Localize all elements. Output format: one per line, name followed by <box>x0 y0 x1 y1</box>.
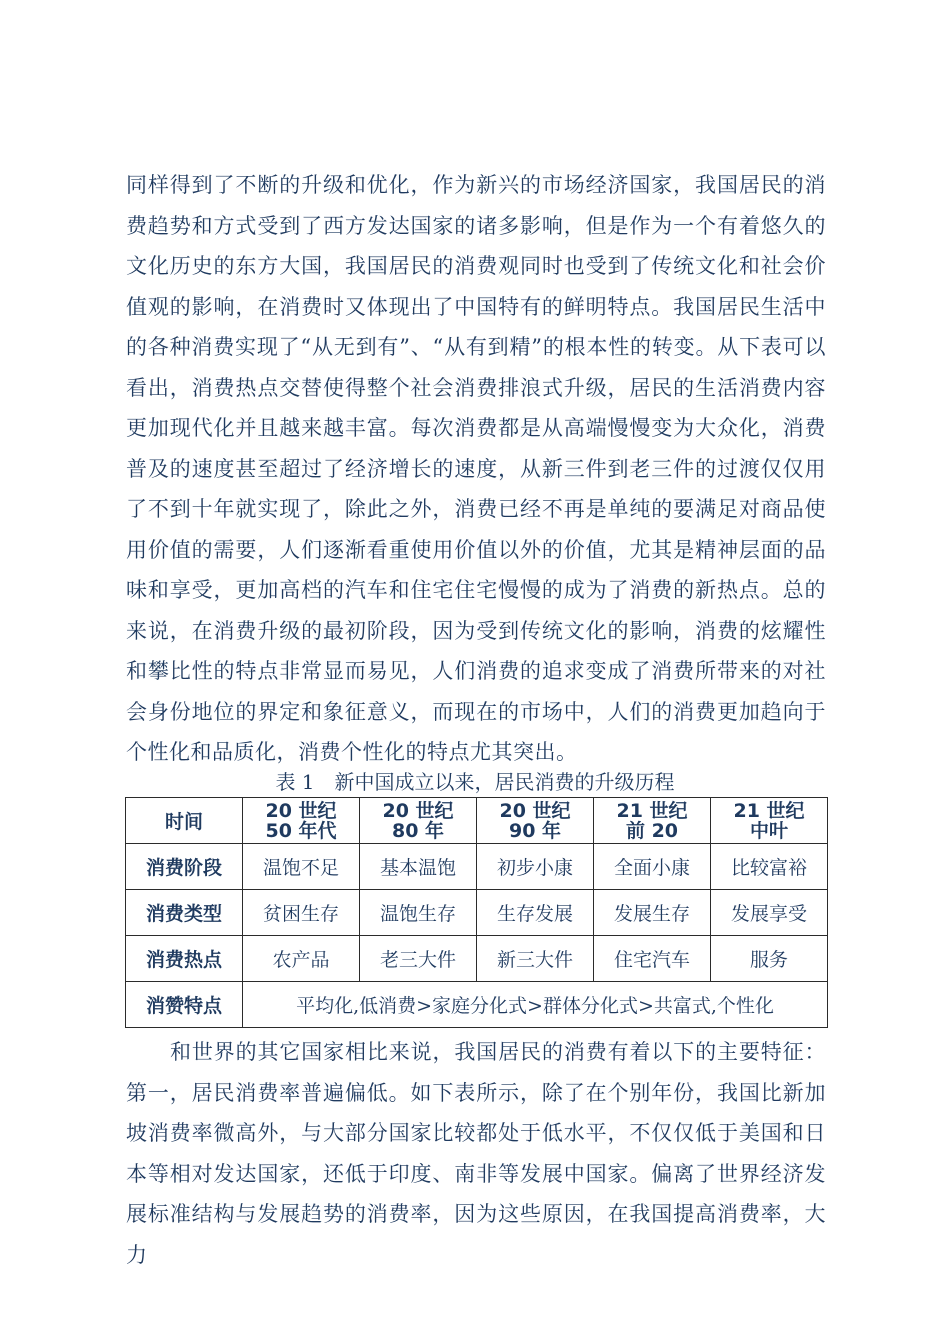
table-cell: 发展享受 <box>711 890 828 936</box>
table-cell: 生存发展 <box>477 890 594 936</box>
table-cell: 温饱生存 <box>360 890 477 936</box>
table-row <box>126 844 828 890</box>
table-cell: 全面小康 <box>594 844 711 890</box>
era-cell: 20 世纪 90 年 <box>477 798 594 844</box>
table-row <box>126 982 828 1028</box>
body-paragraph-1: 同样得到了不断的升级和优化，作为新兴的市场经济国家，我国居民的消费趋势和方式受到了西方发达国家的诸多影响，但是作为一个有着悠久的文化历史的东方大国，我国居民的消费观同时也受到了传统文化和社会价值观的影响，在消费时又体现出了中国特有的鲜明特点。我国居民生活中的各种消费实现了“从无到有”、“从有到精”的根本性的转变。从下表可以看出，消费热点交替使得整个社会消费排浪式升级，居民的生活消费内容更加现代化并且越来越丰富。每次消费都是从高端慢慢变为大众化，消费普及的速度甚至超过了经济增长的速度，从新三件到老三件的过渡仅仅用了不到十年就实现了，除此之外，消费已经不再是单纯的要满足对商品使用价值的需要，人们逐渐看重使用价值以外的价值，尤其是精神层面的品味和享受，更加高档的汽车和住宅住宅慢慢的成为了消费的新热点。总的来说，在消费升级的最初阶段，因为受到传统文化的影响，消费的炫耀性和攀比性的特点非常显而易见，人们消费的追求变成了消费所带来的对社会身份地位的界定和象征意义，而现在的市场中，人们的消费更加趋向于个性化和品质化，消费个性化的特点尤其突出。 <box>126 173 826 764</box>
consumption-upgrade-table <box>125 797 828 1028</box>
table-cell: 住宅汽车 <box>594 936 711 982</box>
table-row <box>126 890 828 936</box>
table-cell: 发展生存 <box>594 890 711 936</box>
table-cell: 新三大件 <box>477 936 594 982</box>
table-cell: 贫困生存 <box>243 890 360 936</box>
table-merged-cell: 平均化,低消费>家庭分化式>群体分化式>共富式,个性化 <box>243 982 828 1028</box>
table-cell: 基本温饱 <box>360 844 477 890</box>
era-cell: 21 世纪 中叶 <box>711 798 828 844</box>
era-cell: 21 世纪 前 20 <box>594 798 711 844</box>
table-cell: 服务 <box>711 936 828 982</box>
table-cell: 农产品 <box>243 936 360 982</box>
table-cell: 老三大件 <box>360 936 477 982</box>
row-label: 消赞特点 <box>126 982 243 1028</box>
table-caption: 表 1 新中国成立以来，居民消费的升级历程 <box>275 770 675 794</box>
table-row <box>126 936 828 982</box>
era-cell: 20 世纪 50 年代 <box>243 798 360 844</box>
table-cell: 比较富裕 <box>711 844 828 890</box>
table-corner-cell: 时间 <box>126 798 243 844</box>
row-label: 消费类型 <box>126 890 243 936</box>
table-header-row <box>126 798 828 844</box>
row-label: 消费热点 <box>126 936 243 982</box>
era-cell: 20 世纪 80 年 <box>360 798 477 844</box>
body-paragraph-2: 和世界的其它国家相比来说，我国居民的消费有着以下的主要特征：第一，居民消费率普遍偏低。如下表所示，除了在个别年份，我国比新加坡消费率微高外，与大部分国家比较都处于低水平，不仅仅低于美国和日本等相对发达国家，还低于印度、南非等发展中国家。偏离了世界经济发展标准结构与发展趋势的消费率，因为这些原因，在我国提高消费率，大力 <box>126 1040 826 1267</box>
row-label: 消费阶段 <box>126 844 243 890</box>
table-cell: 温饱不足 <box>243 844 360 890</box>
table-cell: 初步小康 <box>477 844 594 890</box>
